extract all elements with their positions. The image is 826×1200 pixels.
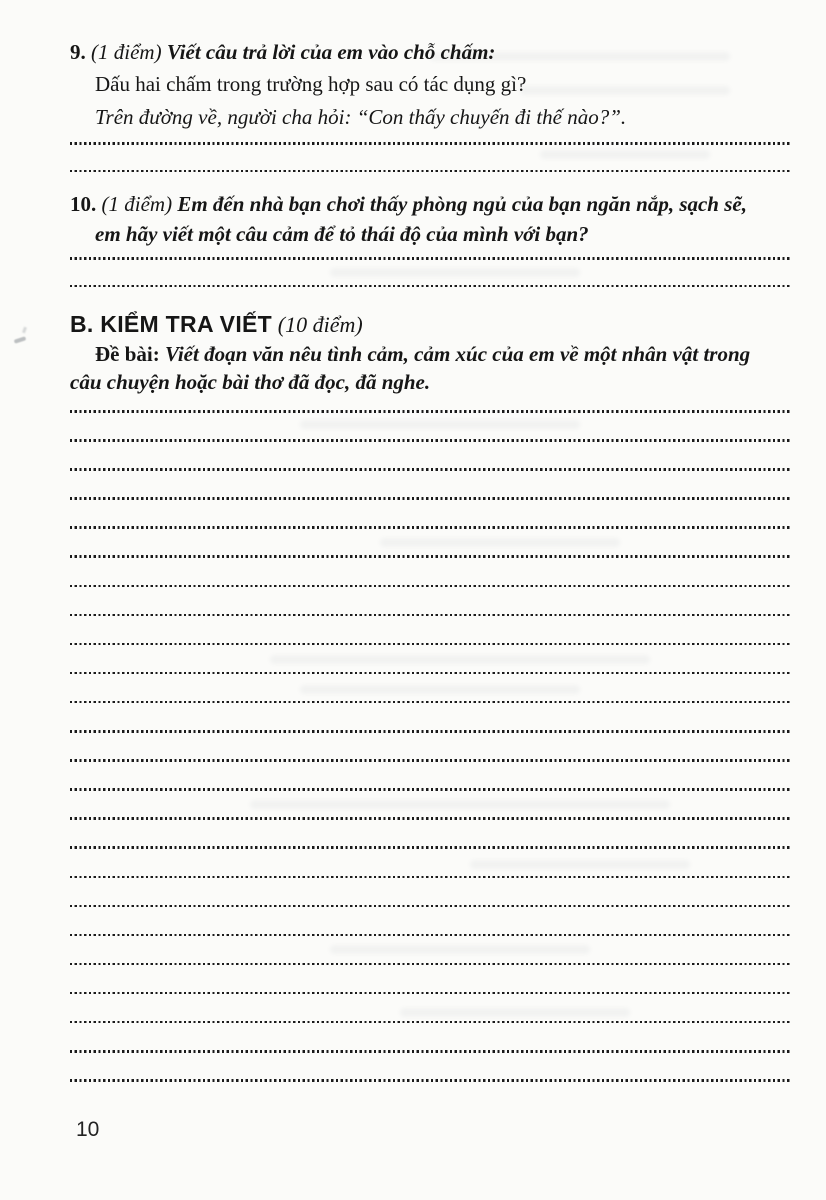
answer-dotted-line — [70, 726, 790, 755]
question-10-answer-area — [70, 253, 790, 308]
essay-answer-area — [70, 406, 790, 1104]
question-10 — [70, 189, 790, 308]
question-9-points: (1 điểm) — [91, 40, 162, 64]
answer-dotted-line — [70, 610, 790, 639]
question-9 — [70, 36, 790, 193]
pen-mark-artifact — [14, 336, 27, 344]
section-b-points: (10 điểm) — [277, 312, 363, 337]
answer-dotted-line — [70, 253, 790, 281]
answer-dotted-line — [70, 551, 790, 580]
answer-dotted-line — [70, 697, 790, 726]
answer-dotted-line — [70, 522, 790, 551]
answer-dotted-line — [70, 784, 790, 813]
question-9-number: 9. — [70, 40, 86, 64]
answer-dotted-line — [70, 959, 790, 988]
answer-dotted-line — [70, 755, 790, 784]
question-9-text: Dấu hai chấm trong trường hợp sau có tác dụng gì? — [95, 72, 527, 96]
answer-dotted-line — [70, 813, 790, 842]
question-9-example: Trên đường về, người cha hỏi: “Con thấy chuyến đi thế nào?”. — [95, 105, 627, 129]
answer-dotted-line — [70, 493, 790, 522]
question-10-prompt-part-1: Em đến nhà bạn chơi thấy phòng ngủ của bạn ngăn nắp, sạch sẽ, — [177, 192, 747, 216]
answer-dotted-line — [70, 668, 790, 697]
page-content — [70, 36, 790, 1104]
answer-dotted-line — [70, 1017, 790, 1046]
question-9-header-line — [70, 36, 790, 68]
section-b-title: B. KIỂM TRA VIẾT — [70, 311, 273, 337]
question-10-header-line — [70, 189, 790, 219]
essay-prompt-line-2: câu chuyện hoặc bài thơ đã đọc, đã nghe. — [70, 369, 431, 394]
answer-dotted-line — [70, 901, 790, 930]
answer-dotted-line — [70, 581, 790, 610]
question-9-answer-area — [70, 138, 790, 193]
answer-dotted-line — [70, 464, 790, 493]
essay-prompt-text-1: Viết đoạn văn nêu tình cảm, cảm xúc của em về một nhân vật trong — [165, 342, 751, 366]
answer-dotted-line — [70, 639, 790, 668]
question-10-prompt-part-2: em hãy viết một câu cảm để tỏ thái độ của mình với bạn? — [95, 222, 589, 246]
essay-prompt-line-1 — [70, 341, 790, 369]
question-10-points: (1 điểm) — [101, 192, 173, 216]
answer-dotted-line — [70, 930, 790, 959]
answer-dotted-line — [70, 166, 790, 194]
essay-prompt-label: Đề bài: — [95, 342, 160, 366]
answer-dotted-line — [70, 872, 790, 901]
answer-dotted-line — [70, 435, 790, 464]
answer-dotted-line — [70, 1046, 790, 1075]
answer-dotted-line — [70, 842, 790, 871]
answer-dotted-line — [70, 406, 790, 435]
answer-dotted-line — [70, 988, 790, 1017]
pen-mark-artifact — [22, 327, 27, 334]
question-10-number: 10. — [70, 192, 97, 216]
essay-prompt — [70, 341, 790, 396]
section-b — [70, 310, 790, 1104]
answer-dotted-line — [70, 281, 790, 309]
answer-dotted-line — [70, 1075, 790, 1104]
page-number: 10 — [76, 1118, 100, 1141]
answer-dotted-line — [70, 138, 790, 166]
section-b-heading — [70, 310, 790, 339]
question-9-prompt: Viết câu trả lời của em vào chỗ chấm: — [166, 40, 496, 64]
